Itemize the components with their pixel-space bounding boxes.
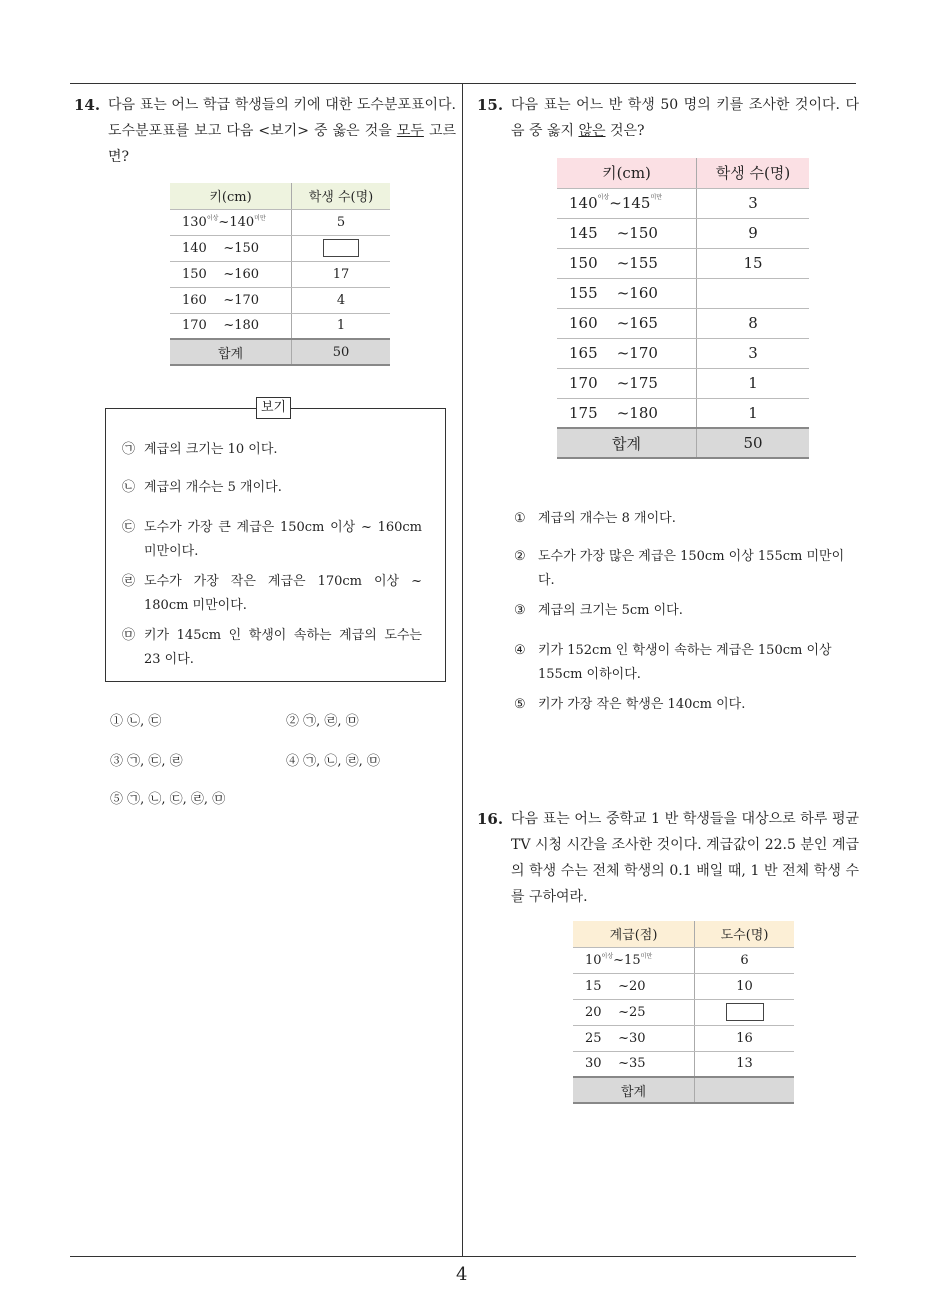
interval-lower: 175 [569,403,598,422]
frequency-cell [697,368,810,398]
class-interval: 150 ~160 [170,261,292,287]
frequency-value: 1 [336,318,346,334]
frequency-cell [697,278,810,308]
interval-upper: 150 [234,240,260,256]
table-row [170,287,390,313]
interval-upper: 140 [229,214,255,230]
table-row [557,338,809,368]
header-frequency: 도수(명) [695,921,795,947]
frequency-cell [695,973,795,999]
interval-lower: 170 [569,374,598,392]
choice-text: 계급의 개수는 8 개이다. [538,511,676,526]
class-interval: 25 ~30 [573,1025,695,1051]
bogi-mark: ㉡ [122,480,136,495]
choice-text: 계급의 크기는 5cm 이다. [538,603,683,618]
frequency-value: 6 [740,952,749,968]
frequency-cell [292,287,391,313]
page-number: 4 [456,1264,468,1285]
table-row [170,209,390,235]
interval-lower: 130 [182,214,207,230]
interval-lower: 10 [585,952,602,968]
frequency-value: 1 [748,403,758,422]
interval-lower: 145 [569,224,598,242]
interval-lower: 165 [569,344,598,362]
interval-upper: 155 [629,254,658,272]
interval-upper: 165 [629,314,658,332]
answer-choice-1[interactable]: ① ㉡, ㉢ [110,714,162,729]
table-row [170,235,390,261]
question-number: 15. [477,96,504,114]
interval-upper: 175 [629,374,658,392]
top-rule [70,83,856,84]
total-value: 50 [292,339,391,365]
table-row [557,188,809,218]
bogi-mark: ㉣ [122,574,136,589]
class-interval: 170 ~180 [170,313,292,339]
bogi-item [122,438,422,462]
frequency-value: 15 [743,254,763,272]
question-number: 16. [477,810,504,828]
frequency-value: 13 [736,1056,753,1072]
interval-upper: 30 [628,1030,646,1046]
bogi-mark: ㉠ [122,442,136,457]
interval-lower: 25 [585,1030,602,1046]
bottom-rule [70,1256,856,1257]
interval-upper: 180 [629,403,658,422]
question-text: 다음 표는 어느 중학교 1 반 학생들을 대상으로 하루 평균 TV 시청 시간을 조사한 것이다. 계급값이 22.5 분인 계급의 학생 수는 전체 학생의 0.1 배일 때, 1 반 전체 학생 수를 구하여라. [511,811,859,905]
bogi-text: 키가 145cm 인 학생이 속하는 계급의 도수는 23 이다. [144,628,422,667]
class-interval: 20 ~25 [573,999,695,1025]
choice-text: 키가 152cm 인 학생이 속하는 계급은 150cm 이상 155cm 이하이다. [538,643,832,682]
tag-below: 미만 [254,214,266,222]
table-row [557,398,809,428]
interval-lower: 15 [585,978,602,994]
blank-answer-box [726,1003,764,1021]
answer-choice-4[interactable] [514,639,848,687]
class-interval: 150 ~155 [557,248,697,278]
header-count: 학생 수(명) [697,158,810,188]
class-interval: $140^{이상}\sim 145^{미만}$ [557,188,697,218]
total-label: 합계 [557,428,697,458]
frequency-value: 9 [748,224,758,242]
interval-upper: 180 [234,318,260,334]
answer-choice-2[interactable]: ② ㉠, ㉣, ㉤ [286,714,359,729]
bogi-title: 보기 [256,397,291,419]
frequency-table-q16 [573,921,794,1104]
answer-choice-5[interactable]: ⑤ ㉠, ㉡, ㉢, ㉣, ㉤ [110,792,226,807]
class-interval: 155 ~160 [557,278,697,308]
frequency-value: 3 [748,194,758,212]
table-row [557,368,809,398]
interval-upper: 160 [234,266,260,282]
frequency-cell [697,248,810,278]
table-row [557,248,809,278]
frequency-cell [697,308,810,338]
interval-lower: 20 [585,1004,602,1020]
table-row [557,218,809,248]
header-height: 키(cm) [170,183,292,209]
interval-lower: 170 [182,318,207,334]
tag-above: 이상 [597,194,610,201]
interval-upper: 145 [621,194,651,212]
class-interval: 175 ~180 [557,398,697,428]
total-label: 합계 [573,1077,695,1103]
frequency-cell [695,947,795,973]
interval-upper: 25 [628,1004,646,1020]
tag-above: 이상 [206,214,219,222]
frequency-table-q15 [557,158,809,459]
class-interval: 165 ~170 [557,338,697,368]
table-row [557,308,809,338]
frequency-value: 17 [332,266,350,282]
total-value: 50 [697,428,810,458]
answer-choice-3[interactable]: ③ ㉠, ㉢, ㉣ [110,754,183,769]
bogi-item [122,624,422,672]
column-divider [462,83,463,1257]
interval-lower: 160 [182,292,207,308]
frequency-value: 1 [748,374,758,392]
frequency-cell [292,235,391,261]
frequency-table-q14 [170,183,390,366]
table-row [557,278,809,308]
bogi-text: 도수가 가장 큰 계급은 150cm 이상 ~ 160cm 미만이다. [144,520,422,559]
class-interval: 160 ~165 [557,308,697,338]
class-interval: $10^{이상}\sim 15^{미만}$ [573,947,695,973]
frequency-value: 16 [736,1030,753,1046]
choice-text: 키가 가장 작은 학생은 140cm 이다. [538,697,746,712]
interval-upper: 35 [628,1056,646,1072]
choice-mark: ④ [514,643,526,658]
frequency-value: 8 [748,314,758,332]
choice-mark: ② [514,549,526,564]
interval-upper: 160 [629,284,658,302]
interval-lower: 150 [569,254,598,272]
table-row [170,261,390,287]
answer-choice-3[interactable] [514,599,848,623]
class-interval: 145 ~150 [557,218,697,248]
choice-text: 도수가 가장 많은 계급은 150cm 이상 155cm 미만이다. [538,549,845,588]
frequency-cell [292,261,391,287]
class-interval: 140 ~150 [170,235,292,261]
total-value [695,1077,795,1103]
frequency-cell [292,209,391,235]
frequency-cell [695,1051,795,1077]
interval-upper: 170 [234,292,260,308]
question-14 [74,92,456,170]
table-row [573,947,794,973]
bogi-item [122,516,422,564]
frequency-cell [697,188,810,218]
bogi-item [122,476,422,500]
total-row [573,1077,794,1103]
interval-lower: 140 [569,194,598,212]
interval-upper: 170 [629,344,658,362]
table-row [573,1051,794,1077]
class-interval: 15 ~20 [573,973,695,999]
total-row [557,428,809,458]
answer-choice-1[interactable] [514,507,848,531]
header-height: 키(cm) [557,158,697,188]
interval-lower: 140 [182,240,207,256]
frequency-value: 4 [336,292,346,308]
question-16 [477,806,859,910]
interval-lower: 150 [182,266,207,282]
tag-below: 미만 [650,194,663,201]
table-row [170,313,390,339]
header-class: 계급(점) [573,921,695,947]
total-label: 합계 [170,339,292,365]
frequency-cell [292,313,391,339]
class-interval: 30 ~35 [573,1051,695,1077]
tag-above: 이상 [601,952,614,960]
frequency-value: 10 [736,978,753,994]
bogi-item [122,570,422,618]
interval-upper: 15 [624,952,641,968]
frequency-value: 5 [336,214,346,230]
frequency-value: 3 [748,344,758,362]
blank-answer-box [323,239,359,257]
bogi-mark: ㉤ [122,628,136,643]
frequency-cell [697,338,810,368]
bogi-text: 계급의 개수는 5 개이다. [144,480,282,495]
question-text: 다음 표는 어느 학급 학생들의 키에 대한 도수분포표이다. 도수분포표를 보고 다음 <보기> 중 옳은 것을 모두 고르면? [108,97,456,165]
frequency-cell [697,398,810,428]
total-row [170,339,390,365]
interval-lower: 160 [569,314,598,332]
question-text: 다음 표는 어느 반 학생 50 명의 키를 조사한 것이다. 다음 중 옳지 않은 것은? [511,97,859,139]
frequency-cell [695,999,795,1025]
answer-choice-2[interactable] [514,545,848,593]
table-row [573,1025,794,1051]
frequency-cell [695,1025,795,1051]
answer-choice-5[interactable] [514,693,848,717]
choice-mark: ① [514,511,526,526]
class-interval: 170 ~175 [557,368,697,398]
choice-mark: ③ [514,603,526,618]
class-interval: $130^{이상}\sim 140^{미만}$ [170,209,292,235]
question-number: 14. [74,96,101,114]
bogi-mark: ㉢ [122,520,136,535]
table-row [573,973,794,999]
interval-lower: 155 [569,284,598,302]
header-count: 학생 수(명) [292,183,391,209]
question-15 [477,92,859,144]
interval-upper: 150 [629,224,658,242]
interval-lower: 30 [585,1056,602,1072]
answer-choice-4[interactable]: ④ ㉠, ㉡, ㉣, ㉤ [286,754,380,769]
bogi-text: 계급의 크기는 10 이다. [144,442,278,457]
table-row [573,999,794,1025]
class-interval: 160 ~170 [170,287,292,313]
tag-below: 미만 [640,952,653,960]
choice-mark: ⑤ [514,697,526,712]
interval-upper: 20 [628,978,646,994]
bogi-text: 도수가 가장 작은 계급은 170cm 이상 ~ 180cm 미만이다. [144,574,422,613]
frequency-cell [697,218,810,248]
